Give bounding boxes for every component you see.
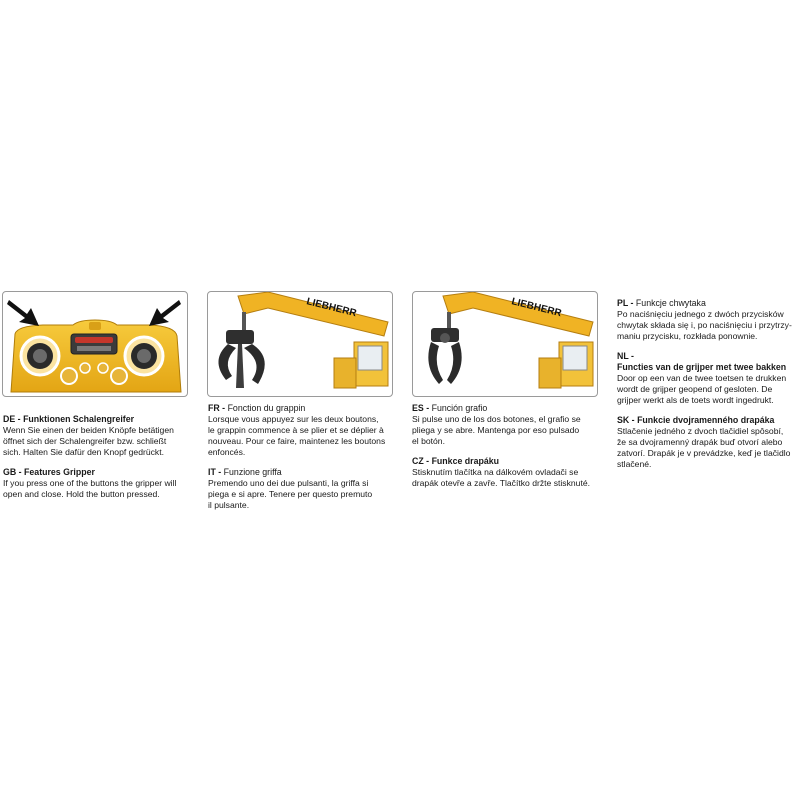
section-cz-text: Stisknutím tlačítka na dálkovém ovladači se drapák otevře a zavře. Tlačítko držte stisknuté. <box>412 467 591 488</box>
section-pl-heading: PL - Funkcje chwytaka <box>617 298 706 308</box>
column-de-gb <box>3 414 193 509</box>
column-fr-it <box>208 403 400 520</box>
section-sk-text: Stlačenie jedného z dvoch tlačidiel spôsobí, že sa dvojramenný drapák buď otvorí alebo zatvorí. Drapák je v prevádzke, keď je tlačidlo stlačené. <box>617 426 791 469</box>
section-it-title: Funzione griffa <box>223 467 282 477</box>
section-nl-text: Door op een van de twee toetsen te drukken wordt de grijper geopend of gesloten. De grijper werkt als de toets wordt ingedrukt. <box>617 373 787 405</box>
section-fr <box>208 403 400 458</box>
section-gb-title: Features Gripper <box>24 467 95 477</box>
section-it-code: IT <box>208 467 216 477</box>
section-nl-title: Functies van de grijper met twee bakken <box>617 362 787 372</box>
section-cz <box>412 456 608 489</box>
svg-text:LIEBHERR: LIEBHERR <box>305 296 358 320</box>
section-cz-title: Funkce drapáku <box>431 456 500 466</box>
section-de-heading: DE - Funktionen Schalengreifer <box>3 414 135 424</box>
controller-photo <box>2 291 188 397</box>
section-gb <box>3 467 193 500</box>
section-es-code: ES <box>412 403 424 413</box>
gripper-open-icon <box>208 292 392 396</box>
section-es <box>412 403 608 447</box>
section-fr-text: Lorsque vous appuyez sur les deux boutons, le grappin commence à se plier et se déplier à nouveau. Pour ce faire, maintenez les boutons enfoncés. <box>208 414 386 457</box>
gripper-open-photo <box>207 291 393 397</box>
section-cz-heading: CZ - Funkce drapáku <box>412 456 500 466</box>
section-de-text: Wenn Sie einen der beiden Knöpfe betätigen öffnet sich der Schalengreifer bzw. schließt sich. Halten Sie dafür den Knopf gedrückt. <box>3 425 174 457</box>
section-sk <box>617 415 797 470</box>
section-de <box>3 414 193 458</box>
section-de-code: DE <box>3 414 16 424</box>
section-nl <box>617 351 797 406</box>
section-pl <box>617 298 797 342</box>
section-sk-title: Funkcie dvojramenného drapáka <box>637 415 775 425</box>
section-gb-heading: GB - Features Gripper <box>3 467 95 477</box>
svg-text:LIEBHERR: LIEBHERR <box>510 296 563 320</box>
section-es-heading: ES - Función grafio <box>412 403 488 413</box>
section-gb-code: GB <box>3 467 17 477</box>
section-nl-title-line <box>617 362 797 373</box>
section-pl-title: Funkcje chwytaka <box>635 298 706 308</box>
section-fr-title: Fonction du grappin <box>227 403 306 413</box>
section-it-heading: IT - Funzione griffa <box>208 467 282 477</box>
section-cz-code: CZ <box>412 456 424 466</box>
section-it <box>208 467 400 511</box>
section-it-text: Premendo uno dei due pulsanti, la griffa si piega e si apre. Tenere per questo premuto il pulsante. <box>208 478 373 510</box>
section-gb-text: If you press one of the buttons the gripper will open and close. Hold the button pressed. <box>3 478 177 499</box>
section-fr-code: FR <box>208 403 220 413</box>
section-es-title: Función grafio <box>431 403 488 413</box>
section-pl-text: Po naciśnięciu jednego z dwóch przycisków chwytak składa się i, po naciśnięciu i przytrzy- maniu przycisku, rozkłada ponownie. <box>617 309 792 341</box>
section-sk-code: SK <box>617 415 630 425</box>
section-nl-heading: NL - <box>617 351 634 361</box>
remote-controller-icon <box>3 292 187 396</box>
section-de-title: Funktionen Schalengreifer <box>23 414 135 424</box>
section-fr-heading: FR - Fonction du grappin <box>208 403 306 413</box>
column-es-cz <box>412 403 608 498</box>
gripper-closed-photo <box>412 291 598 397</box>
section-es-text: Si pulse uno de los dos botones, el grafio se pliega y se abre. Mantenga por eso pulsado el botón. <box>412 414 581 446</box>
gripper-closed-icon <box>413 292 597 396</box>
section-sk-heading: SK - Funkcie dvojramenného drapáka <box>617 415 775 425</box>
column-pl-nl-sk <box>617 298 797 479</box>
section-nl-code: NL <box>617 351 629 361</box>
section-pl-code: PL <box>617 298 629 308</box>
